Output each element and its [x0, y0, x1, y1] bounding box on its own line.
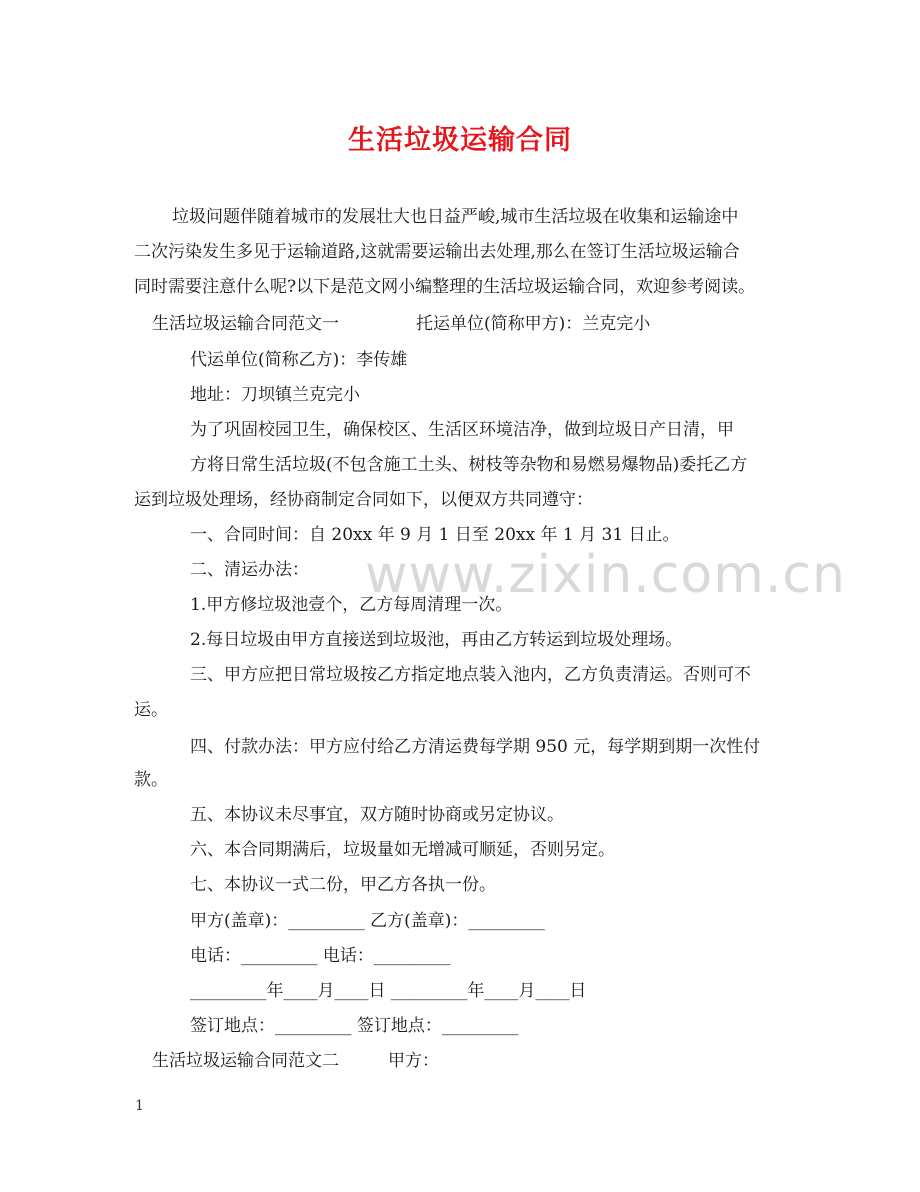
- document-title: 生活垃圾运输合同: [348, 125, 572, 156]
- intro-line-3: 同时需要注意什么呢?以下是范文网小编整理的生活垃圾运输合同，欢迎参考阅读。: [134, 277, 756, 297]
- sample-two-heading: 生活垃圾运输合同范文二: [152, 1051, 339, 1071]
- clause-1: 一、合同时间：自 20xx 年 9 月 1 日至 20xx 年 1 月 31 日止。: [190, 525, 680, 545]
- seal-line: 甲方(盖章)：_________ 乙方(盖章)：_________: [190, 911, 545, 931]
- clause-2-item-1: 1.甲方修垃圾池壹个，乙方每周清理一次。: [190, 595, 513, 615]
- clause-2: 二、清运办法：: [190, 560, 309, 580]
- address-line: 地址：刀坝镇兰克完小: [190, 385, 360, 405]
- phone-line: 电话：_________ 电话：_________: [190, 946, 451, 966]
- party-a-label: 甲方：: [388, 1051, 439, 1071]
- purpose-line-3: 运到垃圾处理场，经协商制定合同如下，以便双方共同遵守：: [134, 490, 593, 510]
- carrier-line: 代运单位(简称乙方)：李传雄: [190, 350, 408, 370]
- clause-7: 七、本协议一式二份，甲乙方各执一份。: [190, 875, 496, 895]
- consignor-line: 托运单位(简称甲方)：兰克完小: [416, 314, 651, 334]
- sample-one-heading: 生活垃圾运输合同范文一: [152, 314, 339, 334]
- watermark: www.zixin.com.cn: [365, 545, 846, 605]
- purpose-line-1: 为了巩固校园卫生，确保校区、生活区环境洁净，做到垃圾日产日清，甲: [190, 420, 734, 440]
- intro-line-2: 二次污染发生多见于运输道路,这就需要运输出去处理,那么在签订生活垃圾运输合: [134, 242, 740, 262]
- clause-4-line-2: 款。: [134, 770, 168, 790]
- place-line: 签订地点：_________ 签订地点：_________: [190, 1016, 519, 1036]
- clause-4-line-1: 四、付款办法：甲方应付给乙方清运费每学期 950 元，每学期到期一次性付: [190, 737, 761, 757]
- clause-3-line-2: 运。: [134, 700, 168, 720]
- clause-5: 五、本协议未尽事宜，双方随时协商或另定协议。: [190, 805, 564, 825]
- clause-6: 六、本合同期满后，垃圾量如无增减可顺延，否则另定。: [190, 840, 615, 860]
- intro-line-1: 垃圾问题伴随着城市的发展壮大也日益严峻,城市生活垃圾在收集和运输途中: [172, 207, 739, 227]
- clause-3-line-1: 三、甲方应把日常垃圾按乙方指定地点装入池内，乙方负责清运。否则可不: [190, 665, 751, 685]
- clause-2-item-2: 2.每日垃圾由甲方直接送到垃圾池，再由乙方转运到垃圾处理场。: [190, 630, 683, 650]
- date-line: _________年____月____日 _________年____月____日: [190, 981, 587, 1001]
- purpose-line-2: 方将日常生活垃圾(不包含施工土头、树枝等杂物和易燃易爆物品)委托乙方: [190, 455, 748, 475]
- page-number: 1: [135, 1098, 144, 1114]
